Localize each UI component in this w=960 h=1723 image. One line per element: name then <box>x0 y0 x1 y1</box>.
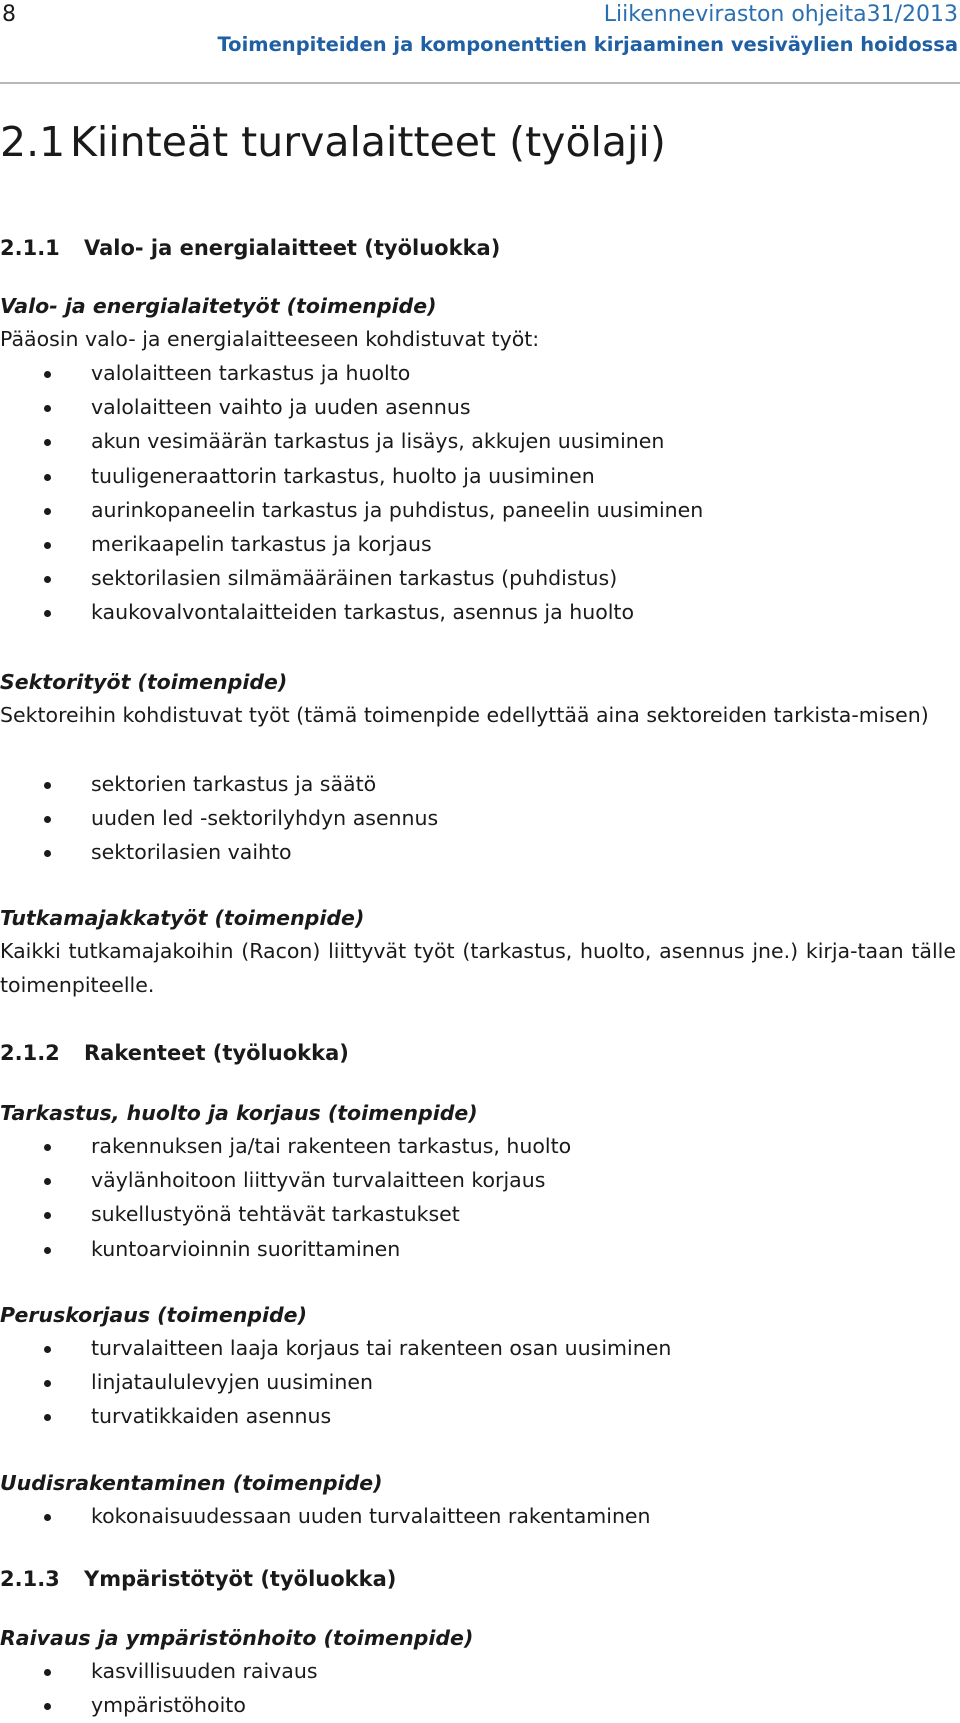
subsection-heading: Tutkamajakkatyöt (toimenpide) <box>0 906 365 930</box>
bullet-list <box>0 1331 671 1434</box>
bullet-list <box>0 356 703 630</box>
page-number: 8 <box>2 2 16 27</box>
section-heading <box>0 1567 396 1591</box>
list-item: uuden led -sektorilyhdyn asennus <box>0 801 438 835</box>
publisher-series: Liikenneviraston ohjeita31/2013 <box>603 2 958 27</box>
list-item: merikaapelin tarkastus ja korjaus <box>0 527 703 561</box>
section-number: 2.1.3 <box>0 1567 60 1591</box>
subsection-heading: Valo- ja energialaitetyöt (toimenpide) <box>0 294 437 318</box>
list-item: ympäristöhoito <box>0 1688 318 1722</box>
body-paragraph: Kaikki tutkamajakoihin (Racon) liittyvät työt (tarkastus, huolto, asennus jne.) kirja-taan tälle toimenpiteelle. <box>0 939 956 997</box>
list-item: akun vesimäärän tarkastus ja lisäys, akkujen uusiminen <box>0 424 703 458</box>
list-item: kokonaisuudessaan uuden turvalaitteen rakentaminen <box>0 1499 651 1533</box>
section-title: Valo- ja energialaitteet (työluokka) <box>84 236 501 260</box>
document-title: Toimenpiteiden ja komponenttien kirjaaminen vesiväylien hoidossa <box>217 33 958 56</box>
intro-paragraph: Pääosin valo- ja energialaitteeseen kohdistuvat työt: <box>0 327 540 351</box>
list-item: kuntoarvioinnin suorittaminen <box>0 1232 571 1266</box>
chapter-title: Kiinteät turvalaitteet (työlaji) <box>70 118 666 166</box>
bullet-list <box>0 1129 571 1266</box>
subsection-heading: Peruskorjaus (toimenpide) <box>0 1303 307 1327</box>
section-number: 2.1.1 <box>0 236 60 260</box>
list-item: väylänhoitoon liittyvän turvalaitteen korjaus <box>0 1163 571 1197</box>
list-item: tuuligeneraattorin tarkastus, huolto ja uusiminen <box>0 459 703 493</box>
list-item: turvatikkaiden asennus <box>0 1399 671 1433</box>
section-heading <box>0 236 500 260</box>
bullet-list <box>0 767 438 870</box>
list-item: sukellustyönä tehtävät tarkastukset <box>0 1197 571 1231</box>
list-item: aurinkopaneelin tarkastus ja puhdistus, paneelin uusiminen <box>0 493 703 527</box>
chapter-number: 2.1 <box>0 118 66 166</box>
bullet-list <box>0 1499 651 1533</box>
list-item: kasvillisuuden raivaus <box>0 1654 318 1688</box>
intro-paragraph: Sektoreihin kohdistuvat työt (tämä toimenpide edellyttää aina sektoreiden tarkista-misen) <box>0 703 929 727</box>
list-item: sektorien tarkastus ja säätö <box>0 767 438 801</box>
subsection-heading: Raivaus ja ympäristönhoito (toimenpide) <box>0 1626 474 1650</box>
list-item: rakennuksen ja/tai rakenteen tarkastus, huolto <box>0 1129 571 1163</box>
bullet-list <box>0 1654 318 1722</box>
subsection-heading: Sektorityöt (toimenpide) <box>0 670 288 694</box>
section-title: Rakenteet (työluokka) <box>84 1041 349 1065</box>
list-item: sektorilasien silmämääräinen tarkastus (puhdistus) <box>0 561 703 595</box>
subsection-heading: Uudisrakentaminen (toimenpide) <box>0 1471 383 1495</box>
list-item: kaukovalvontalaitteiden tarkastus, asennus ja huolto <box>0 595 703 629</box>
section-number: 2.1.2 <box>0 1041 60 1065</box>
chapter-heading <box>0 118 666 166</box>
section-heading <box>0 1041 349 1065</box>
subsection-heading: Tarkastus, huolto ja korjaus (toimenpide) <box>0 1101 478 1125</box>
section-title: Ympäristötyöt (työluokka) <box>84 1567 397 1591</box>
list-item: sektorilasien vaihto <box>0 835 438 869</box>
list-item: valolaitteen vaihto ja uuden asennus <box>0 390 703 424</box>
header-divider <box>0 82 960 84</box>
list-item: linjataululevyjen uusiminen <box>0 1365 671 1399</box>
list-item: turvalaitteen laaja korjaus tai rakenteen osan uusiminen <box>0 1331 671 1365</box>
list-item: valolaitteen tarkastus ja huolto <box>0 356 703 390</box>
running-header <box>217 2 958 56</box>
